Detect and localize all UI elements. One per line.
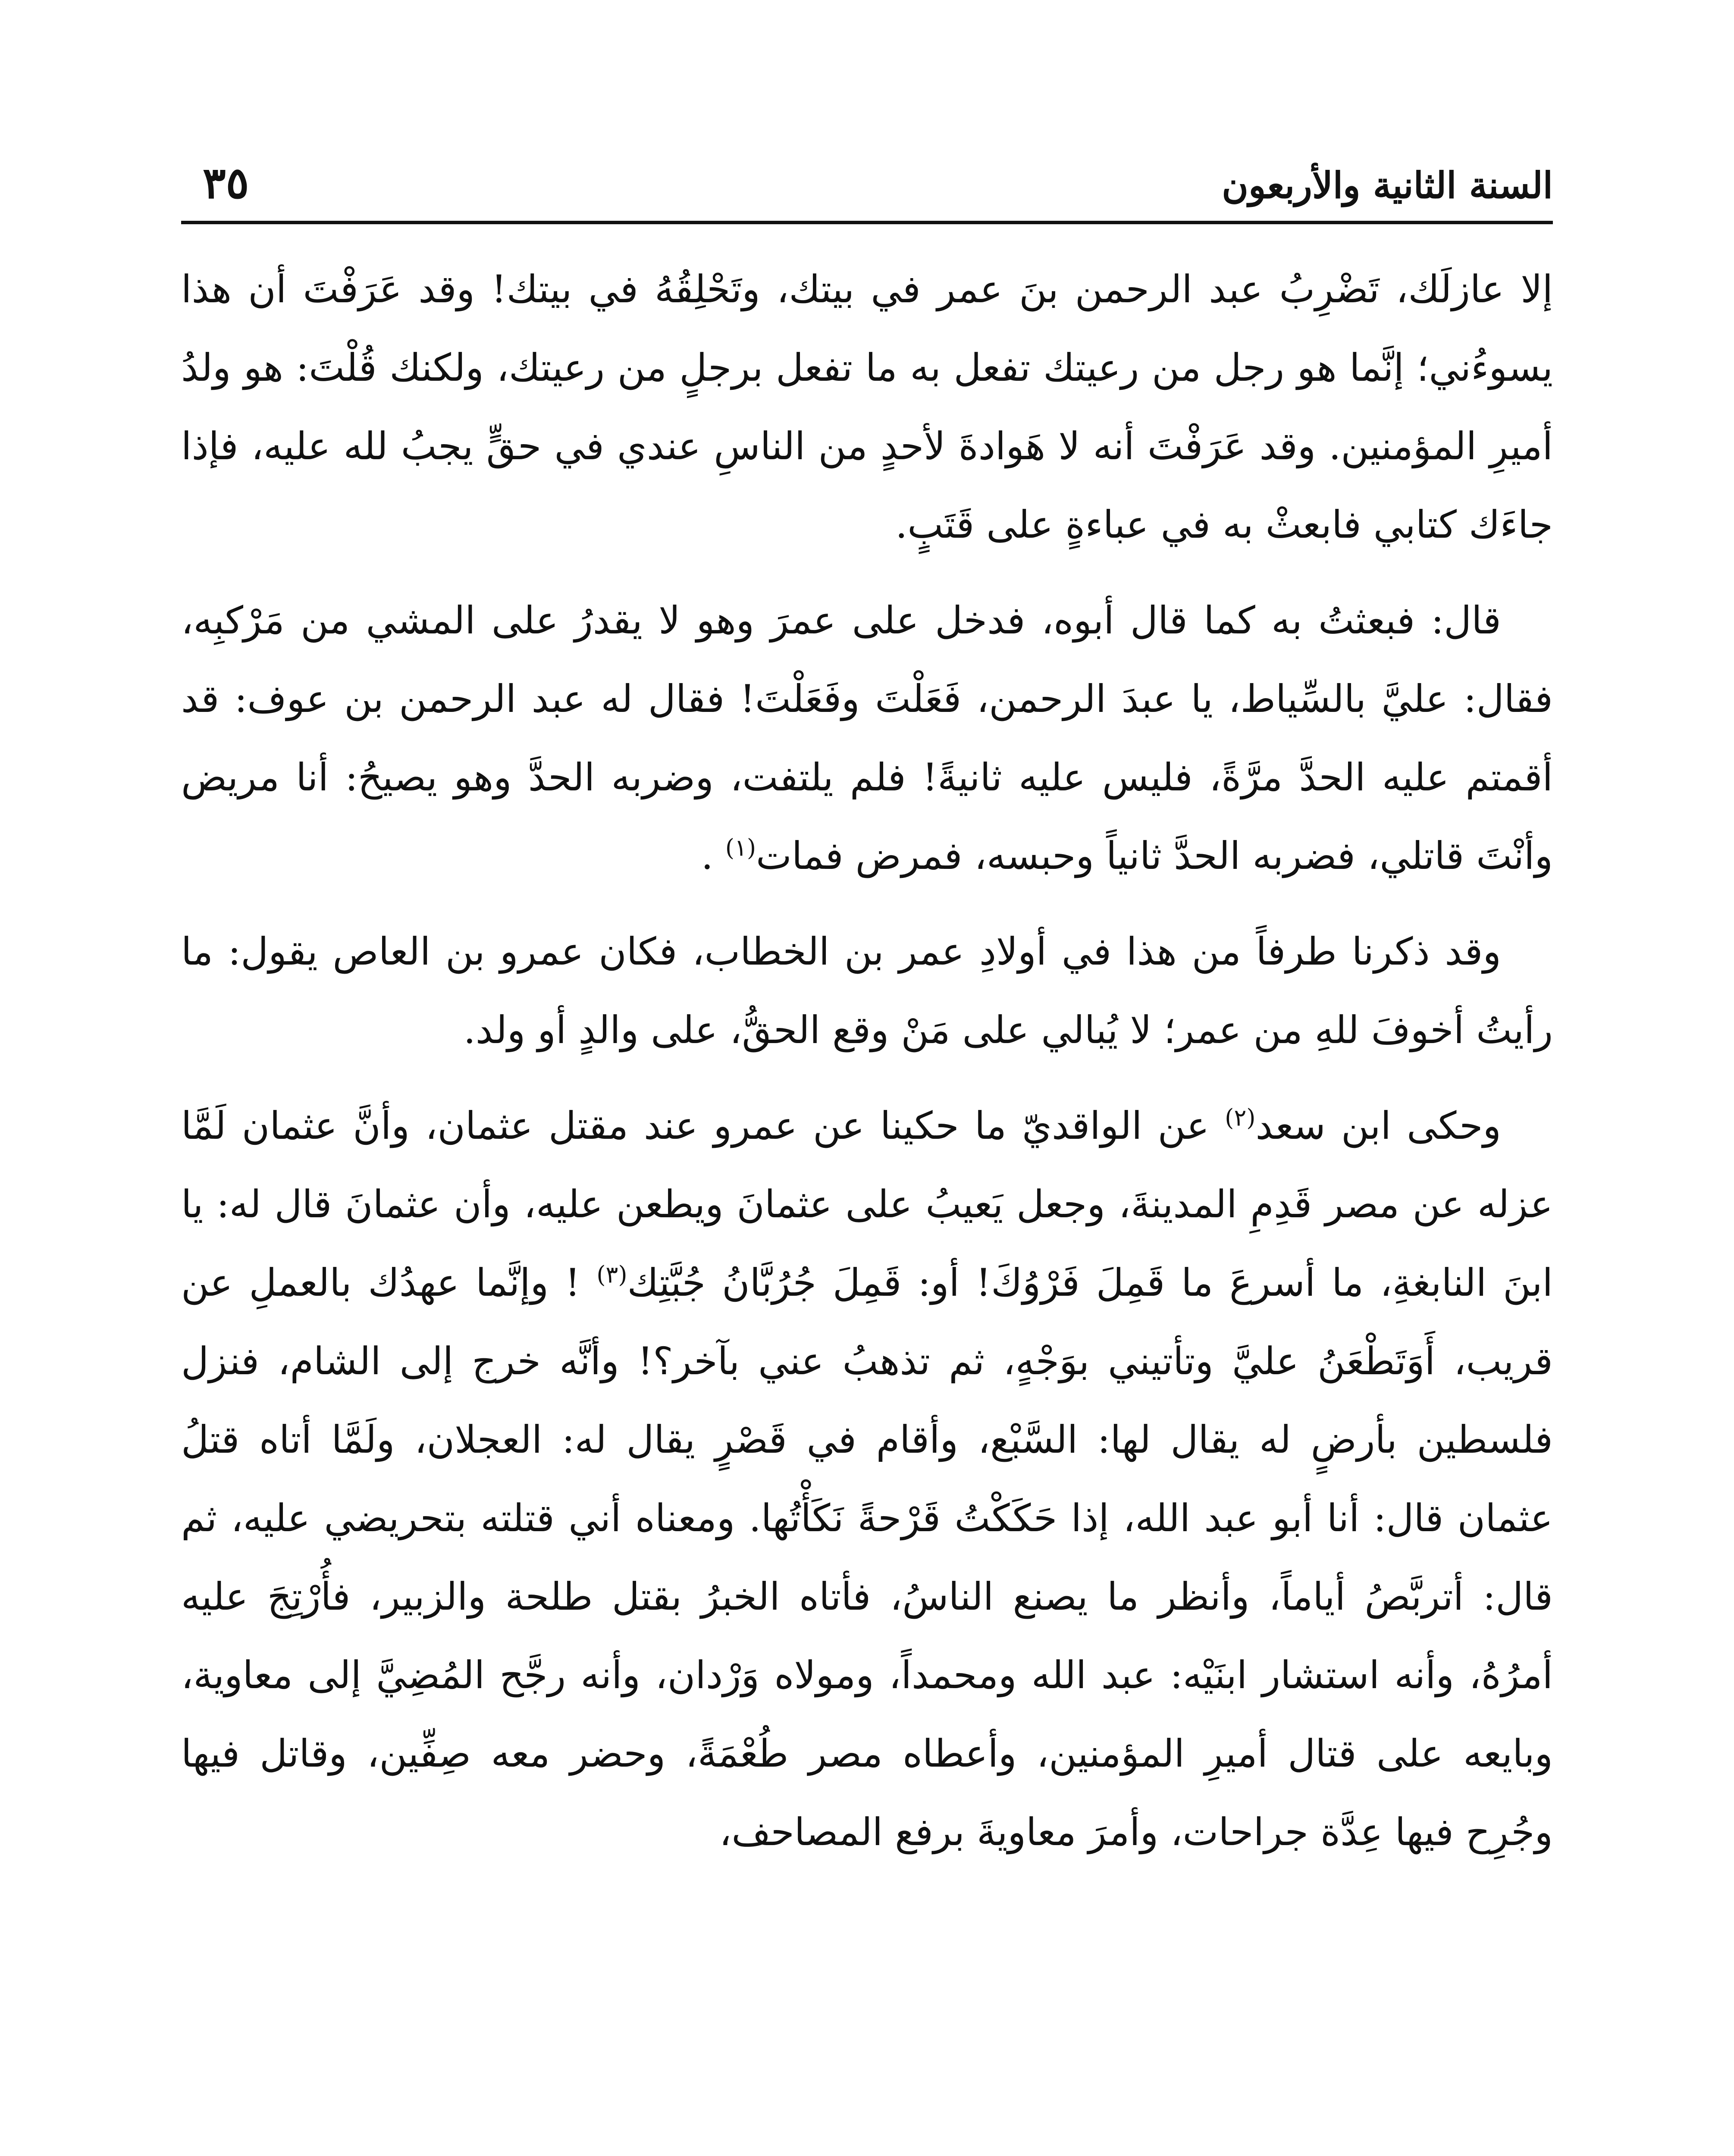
footnote-ref-1: (١) <box>725 834 756 862</box>
paragraph-2 <box>181 581 1553 895</box>
running-title: السنة الثانية والأربعون <box>1222 164 1553 207</box>
paragraph-text: إلا عازلَك، تَضْرِبُ عبد الرحمن بنَ عمر في بيتك، وتَحْلِقُهُ في بيتك! وقد عَرَفْتَ أن هذا يسوءُني؛ إنَّما هو رجل من رعيتك تفعل به ما تفعل برجلٍ من رعيتك، ولكنك قُلْتَ: هو ولدُ أميرِ المؤمنين. وقد عَرَفْتَ أنه لا هَوادةَ لأحدٍ من الناسِ عندي في حقٍّ يجبُ لله عليه، فإذا جاءَك كتابي فابعثْ به في عباءةٍ على قَتَبٍ. <box>181 267 1553 547</box>
paragraph-text: وقد ذكرنا طرفاً من هذا في أولادِ عمر بن الخطاب، فكان عمرو بن العاص يقول: ما رأيتُ أخوفَ للهِ من عمر؛ لا يُبالي على مَنْ وقع الحقُّ، على والدٍ أو ولد. <box>181 929 1553 1052</box>
main-text <box>181 250 1553 2130</box>
paragraph-4 <box>181 1087 1553 1871</box>
paragraph-text-tail: ! وإنَّما عهدُك بالعملِ عن قريب، أَوَتَطْعَنُ عليَّ وتأتيني بوَجْهٍ، ثم تذهبُ عني بآخر؟! وأنَّه خرج إلى الشام، فنزل فلسطين بأرضٍ له يقال لها: السَّبْع، وأقام في قَصْرٍ يقال له: العجلان، ولَمَّا أتاه قتلُ عثمان قال: أنا أبو عبد الله، إذا حَكَكْتُ قَرْحةً نَكَأْتُها. ومعناه أني قتلته بتحريضي عليه، ثم قال: أتربَّصُ أياماً، وأنظر ما يصنع الناسُ، فأتاه الخبرُ بقتل طلحة والزبير، فأُرْتِجَ عليه أمرُهُ، وأنه استشار ابنَيْه: عبد الله ومحمداً، ومولاه وَرْدان، وأنه رجَّح المُضِيَّ إلى معاوية، وبايعه على قتال أميرِ المؤمنين، وأعطاه مصر طُعْمَةً، وحضر معه صِفِّين، وقاتل فيها وجُرِح فيها عِدَّة جراحات، وأمرَ معاويةَ برفع المصاحف، <box>181 1260 1553 1854</box>
page-number: ٣٥ <box>203 157 249 208</box>
paragraph-text: وحكى ابن سعد <box>1255 1103 1501 1148</box>
paragraph-1 <box>181 250 1553 564</box>
paragraph-text: قال: فبعثتُ به كما قال أبوه، فدخل على عمرَ وهو لا يقدرُ على المشي من مَرْكبِه، فقال: عليَّ بالسِّياط، يا عبدَ الرحمن، فَعَلْتَ وفَعَلْتَ! فقال له عبد الرحمن بن عوف: قد أقمتم عليه الحدَّ مرَّةً، فليس عليه ثانيةً! فلم يلتفت، وضربه الحدَّ وهو يصيحُ: أنا مريض وأنْتَ قاتلي، فضربه الحدَّ ثانياً وحبسه، فمرض فمات <box>181 598 1553 878</box>
paragraph-3 <box>181 912 1553 1069</box>
footnote-ref-3: (٣) <box>596 1261 627 1288</box>
paragraph-text-middle: عن الواقديّ ما حكينا عن عمرو عند مقتل عثمان، وأنَّ عثمان لَمَّا عزله عن مصر قَدِمِ المدينةَ، وجعل يَعيبُ على عثمانَ ويطعن عليه، وأن عثمانَ قال له: يا ابنَ النابغةِ، ما أسرعَ ما قَمِلَ فَرْوُكَ! أو: قَمِلَ جُرُبَّانُ جُبَّتِك <box>181 1103 1553 1305</box>
paragraph-text-tail: . <box>701 834 725 878</box>
header-divider <box>181 221 1553 224</box>
page-header <box>181 147 1553 216</box>
footnote-ref-2: (٢) <box>1225 1104 1256 1131</box>
